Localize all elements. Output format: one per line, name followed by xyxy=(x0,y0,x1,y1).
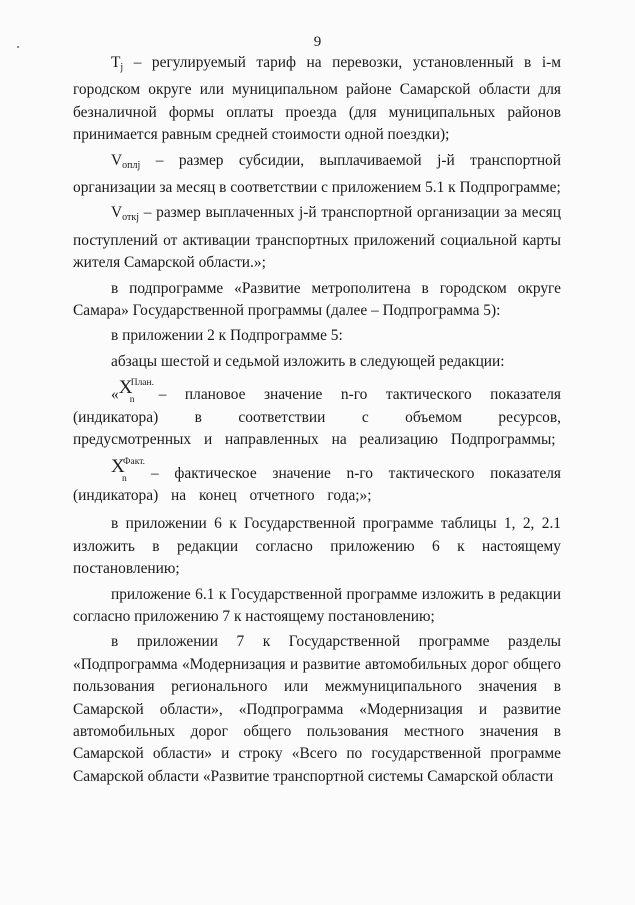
paragraph-appendix-2: в приложении 2 к Подпрограмме 5: xyxy=(111,327,343,345)
symbol-v-otk: $V_{откj}$ xyxy=(111,204,139,224)
paragraph-text: – регулируемый тариф на перевозки, установленный в i-м городском округе или муниципальном районе Самарской области для безналичной формы оплаты проезда (для муниципальных районов принимается равным средней стоимости одной поездки); xyxy=(73,54,561,144)
paragraph-metro-subprogram: в подпрограмме «Развитие метрополитена в городском округе Самара» Государственной программы (далее – Подпрограмма 5): xyxy=(73,279,561,320)
paragraph-appendix-6-1: приложение 6.1 к Государственной программе изложить в редакции согласно приложению 7 к настоящему постановлению; xyxy=(73,585,561,625)
symbol-tj: $T_j$ xyxy=(111,54,124,73)
symbol-x-fact: X Факт. n xyxy=(111,455,146,484)
paragraph-text: – размер выплаченных j-й транспортной организации за месяц поступлений от активации транспортных приложений социальной карты жителя Самарской области.»; xyxy=(73,204,561,272)
paragraph-appendix-6-tables: в приложении 6 к Государственной программе таблицы 1, 2, 2.1 изложить в редакции согласно приложению 6 к настоящему постановлению; xyxy=(73,515,561,578)
document-body xyxy=(73,52,561,788)
paragraph-payments-definition xyxy=(73,202,561,274)
page-number: 9 xyxy=(313,34,322,50)
paragraph-text: – плановое значение n-го тактического показателя (индикатора) в соответствии с объемом ресурсов, предусмотренных и направленных на реализацию Подпрограммы; xyxy=(73,386,561,449)
paragraph-x-fact-definition xyxy=(73,455,561,508)
paragraph-amend-paragraphs: абзацы шестой и седьмой изложить в следующей редакции: xyxy=(111,352,505,370)
paragraph-x-plan-definition xyxy=(73,379,561,451)
symbol-v-opl: $V_{оплj}$ xyxy=(111,151,141,171)
paragraph-tariff-definition xyxy=(73,52,561,147)
paragraph-subsidy-definition xyxy=(73,150,561,200)
open-quote: « xyxy=(111,386,119,404)
paragraph-text: – фактическое значение n-го тактического показателя (индикатора) на конец отчетного года;»; xyxy=(73,464,561,504)
paragraph-appendix-7-sections: в приложении 7 к Государственной программе разделы «Подпрограмма «Модернизация и развитие автомобильных дорог общего пользования регионального или межмуниципального значения в Самарской области», «Подпрограмма «Модернизация и развитие автомобильных дорог общего пользования местного значения в Самарской области» и строку «Всего по государственной программе Самарской области «Развитие транспортной системы Самарской области xyxy=(73,633,561,785)
symbol-x-plan: X План. n xyxy=(118,377,154,406)
paragraph-text: – размер субсидии, выплачиваемой j-й транспортной организации за месяц в соответствии с приложением 5.1 к Подпрограмме; xyxy=(73,151,561,197)
